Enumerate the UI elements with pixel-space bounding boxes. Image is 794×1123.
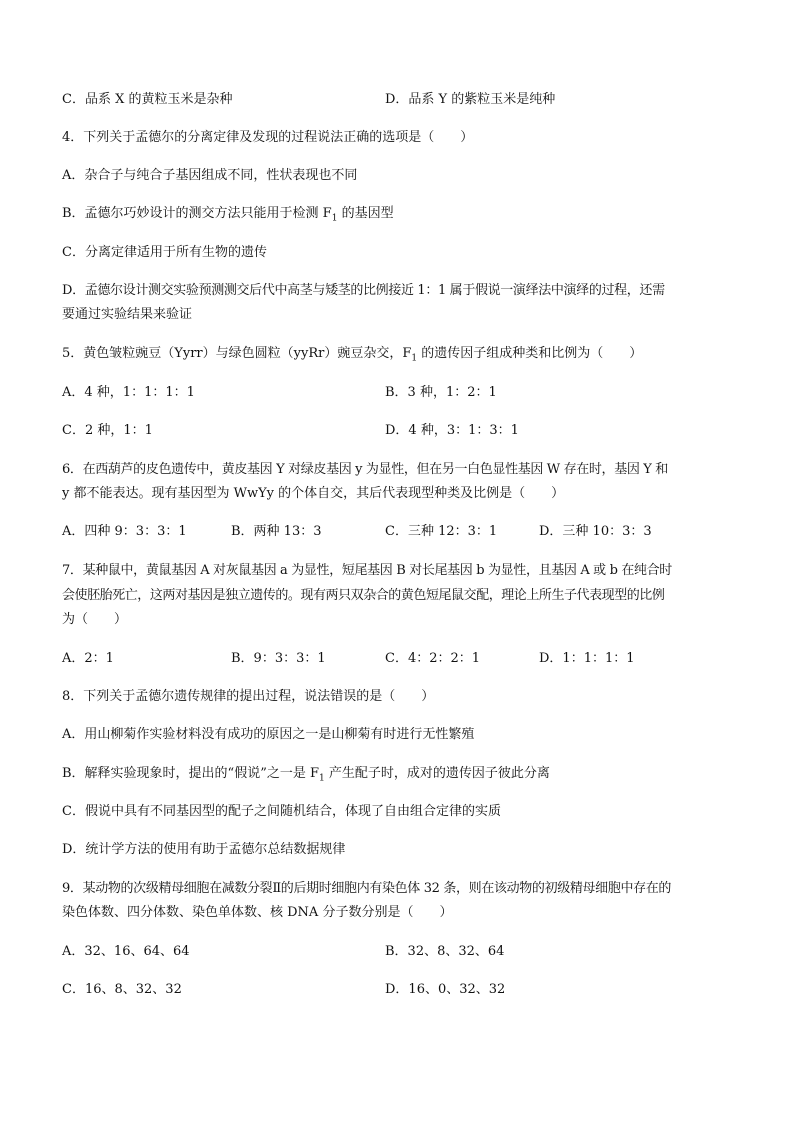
q6-option-c: C．三种 12：3：1 [385,524,498,539]
q7-stem-line1: 7．某种鼠中，黄鼠基因 A 对灰鼠基因 a 为显性，短尾基因 B 对长尾基因 b 为显性，且基因 A 或 b 在纯合时 [62,563,672,578]
q9-stem-line1: 9．某动物的次级精母细胞在减数分裂Ⅱ的后期时细胞内有染色体 32 条，则在该动物的初级精母细胞中存在的 [62,881,672,896]
q7-stem-line2: 会使胚胎死亡，这两对基因是独立遗传的。现有两只双杂合的黄色短尾鼠交配，理论上所生子代表现型的比例 [62,588,665,603]
q7-option-d: D．1：1：1：1 [539,651,635,666]
q4-option-b: B．孟德尔巧妙设计的测交方法只能用于检测 $F_1$ 的基因型 [62,206,394,224]
q4-option-a: A．杂合子与纯合子基因组成不同，性状表现也不同 [62,168,358,183]
q5-option-b: B．3 种，1：2：1 [385,385,497,400]
q5-option-c: C．2 种，1：1 [62,423,153,438]
q8-option-a: A．用山柳菊作实验材料没有成功的原因之一是山柳菊有时进行无性繁殖 [62,727,475,742]
q7-stem-line3: 为（ ） [62,612,128,627]
q4-stem: 4．下列关于孟德尔的分离定律及发现的过程说法正确的选项是（ ） [62,130,474,145]
q6-stem-line2: y 都不能表达。现有基因型为 WwYy 的个体自交，其后代表现型种类及比例是（ ） [62,486,565,501]
q8-option-c: C．假说中具有不同基因型的配子之间随机结合，体现了自由组合定律的实质 [62,804,501,819]
q9-stem-line2: 染色体数、四分体数、染色单体数、核 DNA 分子数分别是（ ） [62,905,453,920]
q6-option-a: A．四种 9：3：3：1 [62,524,187,539]
q9-option-a: A．32、16、64、64 [62,944,190,959]
q4-option-d-line2: 要通过实验结果来验证 [62,307,193,322]
q9-option-c: C．16、8、32、32 [62,982,182,997]
q6-option-b: B．两种 13：3 [231,524,322,539]
q3-option-d: D．品系 Y 的紫粒玉米是纯种 [385,92,556,107]
q4-option-c: C．分离定律适用于所有生物的遗传 [62,245,267,260]
q9-option-b: B．32、8、32、64 [385,944,505,959]
q7-option-a: A．2：1 [62,651,114,666]
q5-option-a: A．4 种，1：1：1：1 [62,385,195,400]
q7-option-b: B．9：3：3：1 [231,651,326,666]
q4-option-d-line1: D．孟德尔设计测交实验预测测交后代中高茎与矮茎的比例接近 1：1 属于假说一演绎法中演绎的过程，还需 [62,283,665,298]
q5-option-d: D．4 种，3：1：3：1 [385,423,519,438]
q5-stem: 5．黄色皱粒豌豆（Yyrr）与绿色圆粒（yyRr）豌豆杂交，$F_1$ 的遗传因子组成种类和比例为（ ） [62,346,643,364]
q8-option-b: B．解释实验现象时，提出的“假说”之一是 $F_1$ 产生配子时，成对的遗传因子彼此分离 [62,766,550,784]
q3-option-c: C．品系 X 的黄粒玉米是杂种 [62,92,233,107]
q7-option-c: C．4：2：2：1 [385,651,481,666]
q6-stem-line1: 6．在西葫芦的皮色遗传中，黄皮基因 Y 对绿皮基因 y 为显性，但在另一白色显性基因 W 存在时，基因 Y 和 [62,462,668,477]
q8-option-d: D．统计学方法的使用有助于孟德尔总结数据规律 [62,842,346,857]
q9-option-d: D．16、0、32、32 [385,982,506,997]
q6-option-d: D．三种 10：3：3 [539,524,652,539]
q8-stem: 8．下列关于孟德尔遗传规律的提出过程，说法错误的是（ ） [62,689,435,704]
